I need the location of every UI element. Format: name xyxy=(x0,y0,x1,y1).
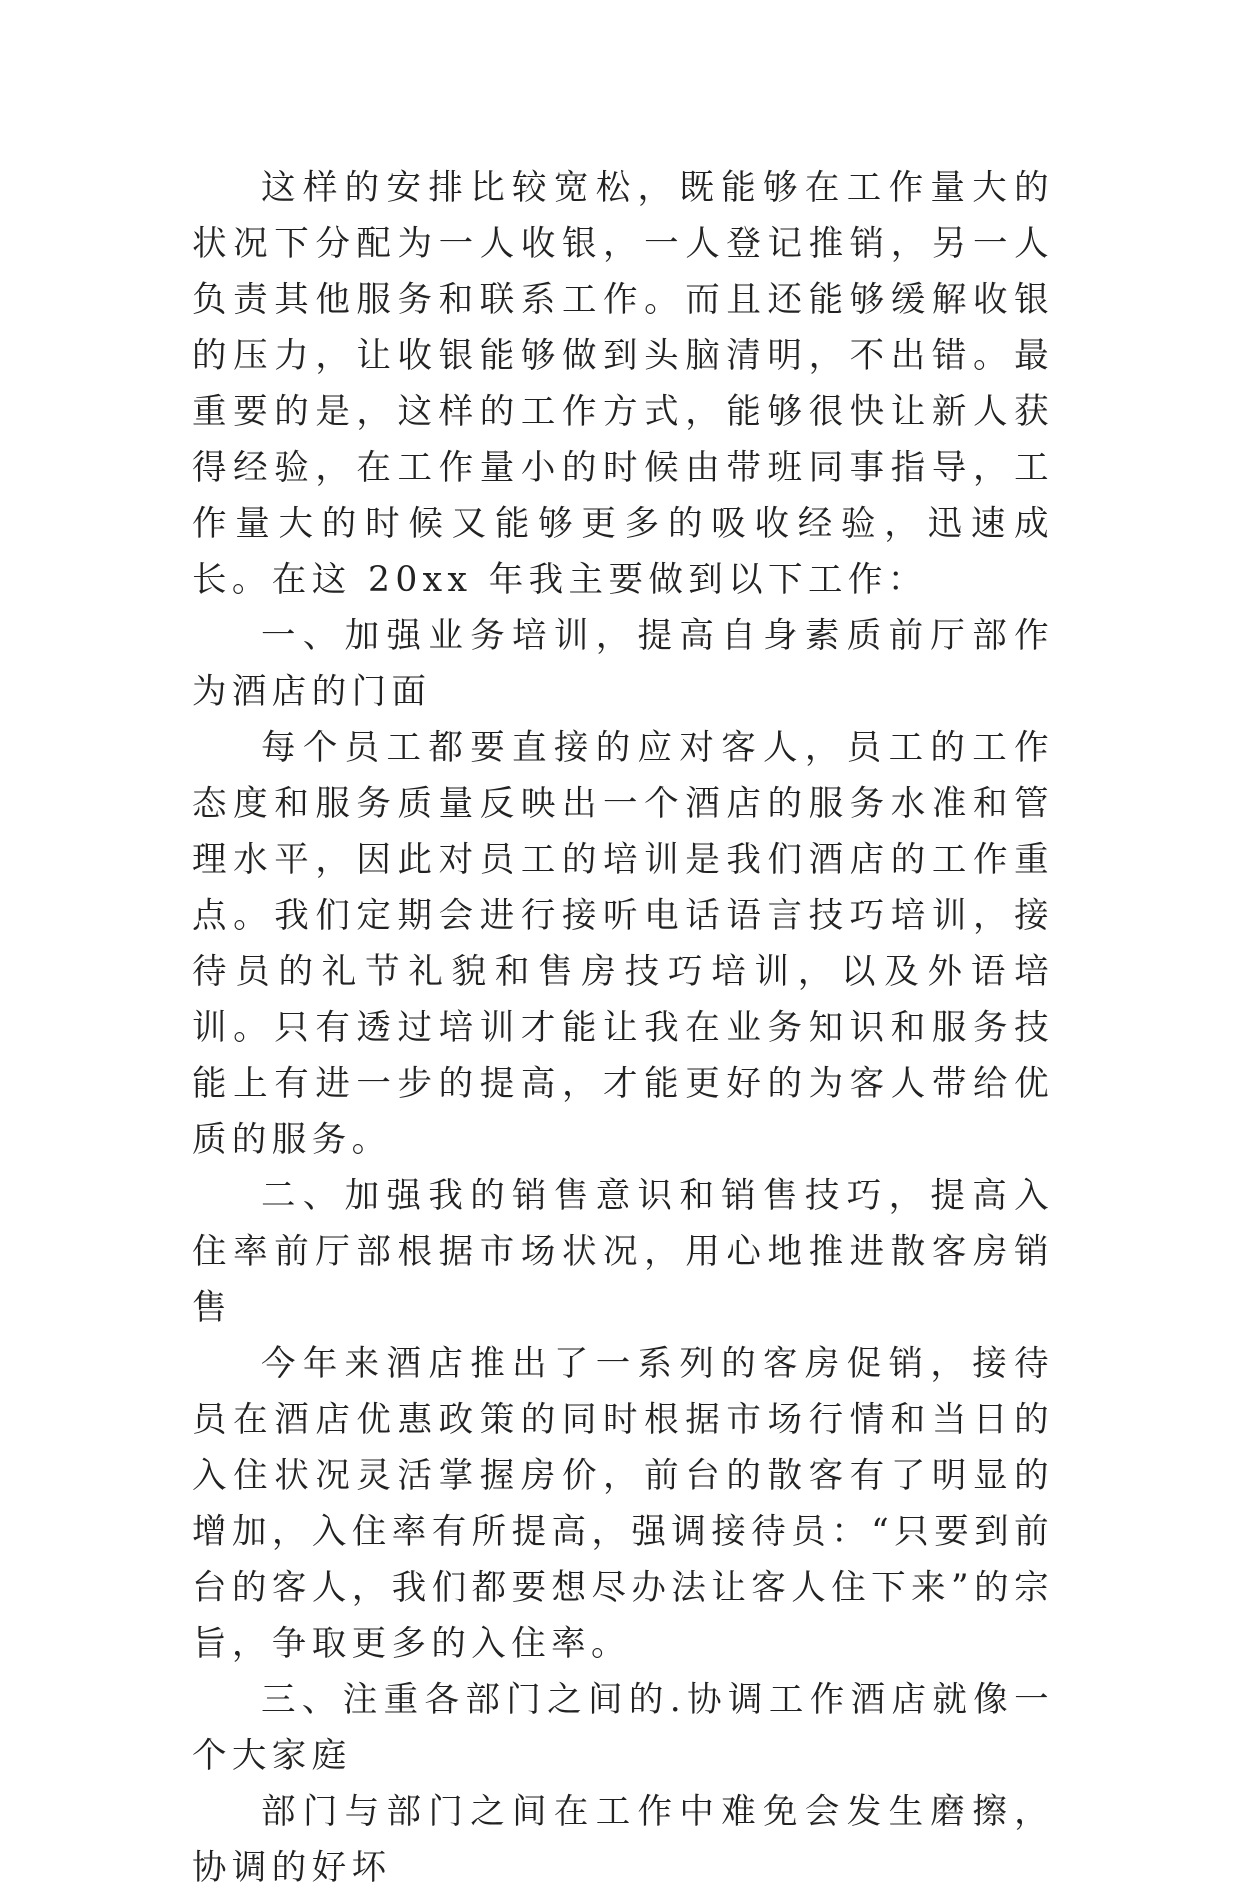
heading-department-coordination: 三、注重各部门之间的.协调工作酒店就像一个大家庭 xyxy=(192,1680,1054,1776)
paragraph-staff-training: 每个员工都要直接的应对客人，员工的工作态度和服务质量反映出一个酒店的服务水准和管理水平，因此对员工的培训是我们酒店的工作重点。我们定期会进行接听电话语言技巧培训，接待员的礼节礼貌和售房技巧培训，以及外语培训。只有透过培训才能让我在业务知识和服务技能上有进一步的提高，才能更好的为客人带给优质的服务。 xyxy=(192,728,1054,1160)
heading-sales-awareness: 二、加强我的销售意识和销售技巧，提高入住率前厅部根据市场状况，用心地推进散客房销售 xyxy=(192,1176,1054,1328)
document-body xyxy=(192,160,1054,1896)
paragraph-department-friction: 部门与部门之间在工作中难免会发生磨擦，协调的好坏 xyxy=(192,1792,1054,1888)
heading-business-training: 一、加强业务培训，提高自身素质前厅部作为酒店的门面 xyxy=(192,616,1054,712)
paragraph-room-promotion: 今年来酒店推出了一系列的客房促销，接待员在酒店优惠政策的同时根据市场行情和当日的入住状况灵活掌握房价，前台的散客有了明显的增加，入住率有所提高，强调接待员：“只要到前台的客人，我们都要想尽办法让客人住下来”的宗旨，争取更多的入住率。 xyxy=(192,1344,1054,1664)
paragraph-work-arrangement: 这样的安排比较宽松，既能够在工作量大的状况下分配为一人收银，一人登记推销，另一人负责其他服务和联系工作。而且还能够缓解收银的压力，让收银能够做到头脑清明，不出错。最重要的是，这样的工作方式，能够很快让新人获得经验，在工作量小的时候由带班同事指导，工作量大的时候又能够更多的吸收经验，迅速成长。在这 20xx 年我主要做到以下工作： xyxy=(192,168,1054,600)
